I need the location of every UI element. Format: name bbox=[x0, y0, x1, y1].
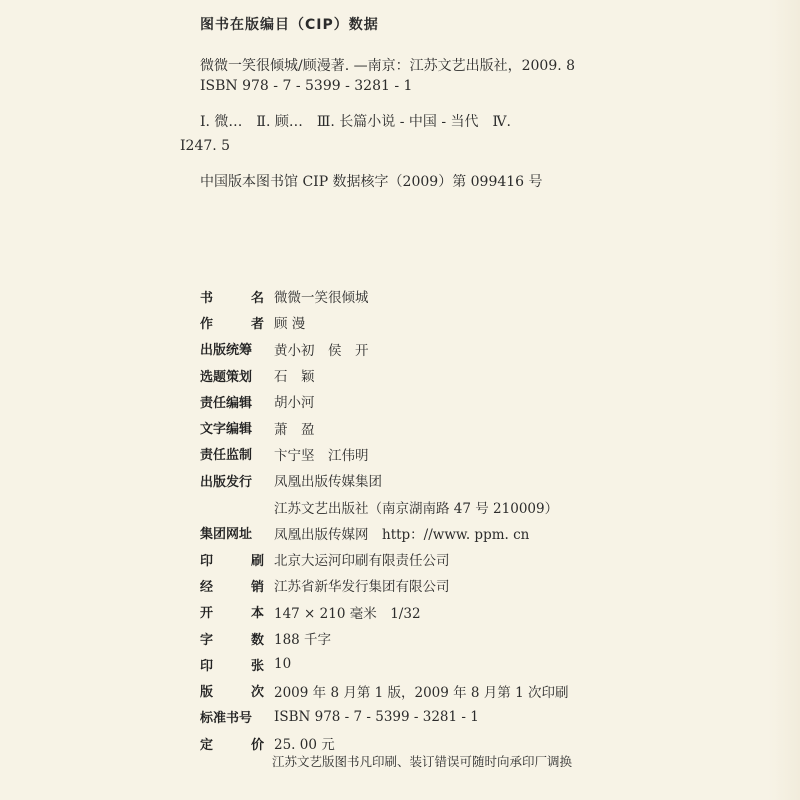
value-publishing-coordinator: 黄小初 侯 开 bbox=[274, 342, 369, 359]
value-topic-planner: 石 颖 bbox=[274, 369, 315, 386]
label-distributor: 经 销 bbox=[200, 579, 264, 595]
cip-verification-number: 中国版本图书馆 CIP 数据核字（2009）第 099416 号 bbox=[200, 174, 543, 190]
value-edition: 2009 年 8 月第 1 版，2009 年 8 月第 1 次印刷 bbox=[274, 684, 569, 701]
imprint-row-group-website bbox=[200, 520, 760, 546]
imprint-row-responsible-editor bbox=[200, 388, 760, 414]
label-publisher: 出版发行 bbox=[200, 474, 253, 490]
imprint-row-publisher-address bbox=[200, 493, 760, 519]
label-standard-book-number: 标准书号 bbox=[200, 711, 253, 727]
cip-title: 图书在版编目（CIP）数据 bbox=[200, 17, 379, 33]
imprint-row-text-editor bbox=[200, 414, 760, 440]
label-group-website: 集团网址 bbox=[200, 527, 253, 543]
label-responsible-editor: 责任编辑 bbox=[200, 395, 253, 411]
label-publishing-coordinator: 出版统筹 bbox=[200, 343, 253, 359]
imprint-row-distributor bbox=[200, 572, 760, 598]
value-text-editor: 萧 盈 bbox=[274, 421, 315, 438]
cip-bibliographic-line: 微微一笑很倾城/顾漫著. —南京：江苏文艺出版社，2009. 8 bbox=[200, 58, 576, 74]
value-sheets: 10 bbox=[274, 656, 292, 673]
label-word-count: 字 数 bbox=[200, 632, 264, 648]
label-format: 开 本 bbox=[200, 606, 264, 622]
label-author: 作 者 bbox=[200, 316, 264, 332]
imprint-row-word-count bbox=[200, 625, 760, 651]
value-format: 147 × 210 毫米 1/32 bbox=[274, 605, 421, 622]
imprint-row-printer bbox=[200, 546, 760, 572]
value-standard-book-number: ISBN 978 - 7 - 5399 - 3281 - 1 bbox=[274, 708, 479, 725]
imprint-row-sheets bbox=[200, 651, 760, 677]
imprint-row-edition bbox=[200, 677, 760, 703]
value-author: 顾 漫 bbox=[274, 316, 306, 333]
cip-subject-line: Ⅰ. 微… Ⅱ. 顾… Ⅲ. 长篇小说 - 中国 - 当代 Ⅳ. bbox=[200, 114, 511, 130]
value-publisher-group: 凤凰出版传媒集团 bbox=[274, 474, 382, 491]
imprint-row-publishing-coordinator bbox=[200, 336, 760, 362]
value-distributor: 江苏省新华发行集团有限公司 bbox=[274, 579, 450, 596]
imprint-row-topic-planner bbox=[200, 362, 760, 388]
value-group-website: 凤凰出版传媒网 http：//www. ppm. cn bbox=[274, 526, 530, 543]
value-printer: 北京大运河印刷有限责任公司 bbox=[274, 553, 450, 570]
imprint-table bbox=[200, 283, 760, 756]
label-edition: 版 次 bbox=[200, 685, 264, 701]
value-word-count: 188 千字 bbox=[274, 632, 332, 648]
label-book-title: 书 名 bbox=[200, 290, 264, 306]
imprint-row-format bbox=[200, 599, 760, 625]
label-price: 定 价 bbox=[200, 737, 264, 753]
label-printer: 印 刷 bbox=[200, 553, 264, 569]
value-price: 25. 00 元 bbox=[274, 737, 335, 754]
cip-isbn: ISBN 978 - 7 - 5399 - 3281 - 1 bbox=[200, 78, 413, 94]
label-sheets: 印 张 bbox=[200, 658, 264, 674]
value-book-title: 微微一笑很倾城 bbox=[274, 290, 369, 307]
value-publisher-address: 江苏文艺出版社（南京湖南路 47 号 210009） bbox=[274, 500, 559, 517]
cip-classification: I247. 5 bbox=[180, 138, 231, 154]
imprint-row-author bbox=[200, 309, 760, 335]
misprint-notice: 江苏文艺版图书凡印刷、装订错误可随时向承印厂调换 bbox=[272, 754, 573, 769]
label-supervisor: 责任监制 bbox=[200, 448, 253, 464]
imprint-row-supervisor bbox=[200, 441, 760, 467]
cip-block bbox=[180, 14, 760, 192]
value-supervisor: 卞宁坚 江伟明 bbox=[274, 447, 369, 464]
label-text-editor: 文字编辑 bbox=[200, 422, 253, 438]
value-responsible-editor: 胡小河 bbox=[274, 395, 315, 412]
imprint-row-standard-book-number bbox=[200, 704, 760, 730]
label-topic-planner: 选题策划 bbox=[200, 369, 253, 385]
imprint-row-publisher bbox=[200, 467, 760, 493]
page-fold-shade bbox=[768, 0, 800, 800]
imprint-row-book-title bbox=[200, 283, 760, 309]
